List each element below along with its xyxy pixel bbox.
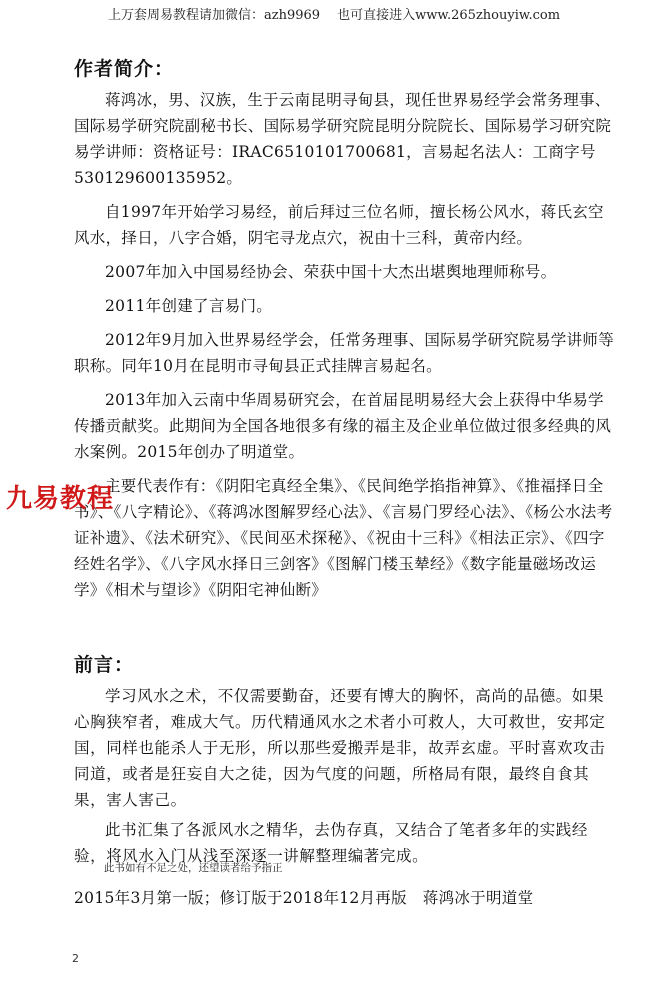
preface-heading: 前言：: [74, 654, 135, 676]
author-2007: 2007年加入中国易经协会、荣获中国十大杰出堪舆地理师称号。: [105, 263, 557, 281]
author-works: 主要代表作有：《阴阳宅真经全集》、《民间绝学掐指神算》、《推福择日全书》、《八字精论》、《蒋鸿冰图解罗经心法》、《言易门罗经心法》、《杨公水法考证补遗》、《法术研究》、《民间巫术探秘》、《祝由十三科》《相法正宗》、《四字经姓名学》、《八字风水择日三剑客》《图解门楼玉辇经》《数字能量磁场改运学》《相术与望诊》《阴阳宅神仙断》: [74, 477, 613, 599]
page-number: 2: [72, 952, 79, 965]
watermark-logo: 九易教程: [6, 484, 115, 514]
author-intro: 蒋鸿冰，男、汉族，生于云南昆明寻甸县，现任世界易经学会常务理事、国际易学研究院副秘书长、国际易学研究院昆明分院院长、国际易学习研究院易学讲师：资格证号：IRAC6510101700681，言易起名法人：工商字号530129600135952。: [74, 91, 612, 187]
preface-section: [74, 650, 614, 869]
author-section: [74, 54, 614, 603]
author-2013: 2013年加入云南中华周易研究会，在首届昆明易经大会上获得中华易学传播贡献奖。此期间为全国各地很多有缘的福主及企业单位做过很多经典的风水案例。2015年创办了明道堂。: [74, 391, 612, 461]
preface-paragraph-2: 此书汇集了各派风水之精华，去伪存真，又结合了笔者多年的实践经验，将风水入门从浅至深逐一讲解整理编著完成。: [74, 821, 589, 865]
author-study-history: 自1997年开始学习易经，前后拜过三位名师，擅长杨公风水，蒋氏玄空风水，择日，八字合婚，阴宅寻龙点穴，祝由十三科，黄帝内经。: [74, 203, 604, 247]
preface-paragraph-1: 学习风水之术，不仅需要勤奋，还要有博大的胸怀，高尚的品德。如果心胸狭窄者，难成大气。历代精通风水之术者小可救人，大可救世，安邦定国，同样也能杀人于无形，所以那些爱搬弄是非，故弄玄虚。平时喜欢攻击同道，或者是狂妄自大之徒，因为气度的问题，所格局有限，最终自食其果，害人害己。: [74, 687, 606, 809]
edition-line: 2015年3月第一版；修订版于2018年12月再版 蒋鸿冰于明道堂: [74, 889, 534, 907]
preface-note: 此书如有不足之处，还望读者给予指正: [104, 862, 283, 874]
author-2012: 2012年9月加入世界易经学会，任常务理事、国际易学研究院易学讲师等职称。同年10月在昆明市寻甸县正式挂牌言易起名。: [74, 331, 615, 375]
author-heading: 作者简介：: [74, 58, 175, 80]
top-banner: 上万套周易教程请加微信：azh9969 也可直接进入www.265zhouyiw.com: [107, 8, 561, 23]
author-2011: 2011年创建了言易门。: [105, 297, 273, 315]
